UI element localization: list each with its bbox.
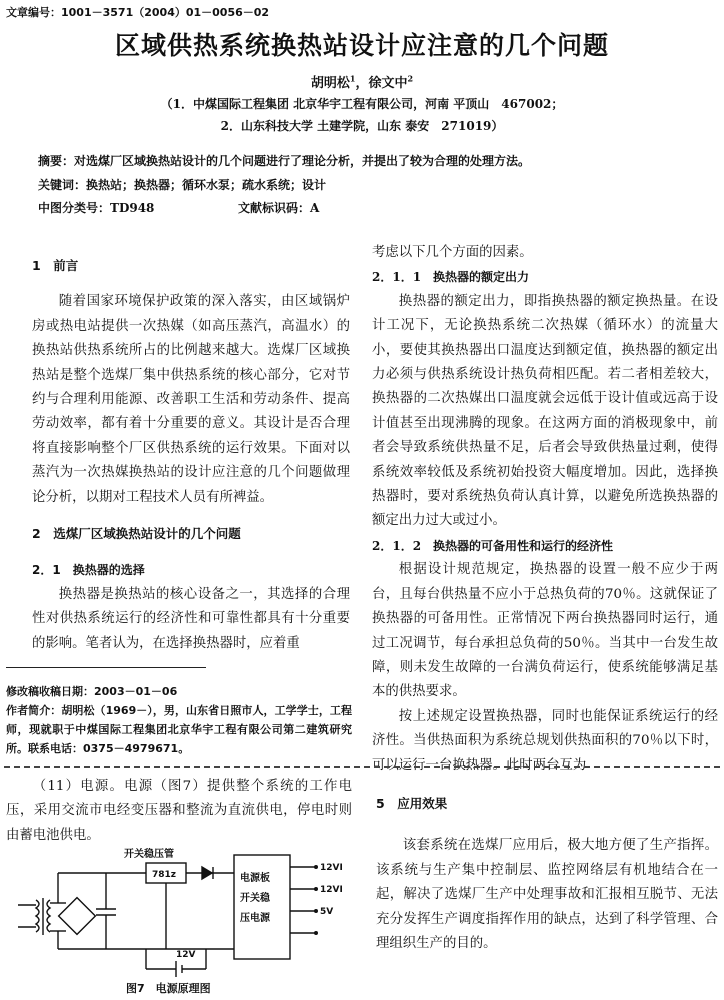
power-board-line-1: 电源板 [240, 873, 270, 884]
affiliation-2: 2．山东科技大学 土建学院，山东 泰安 271019） [220, 119, 504, 133]
footnote-rule [6, 667, 206, 668]
author-2-affil: 2 [407, 73, 414, 84]
section-2-1-1-heading: 2．1．1 换热器的额定出力 [372, 270, 530, 285]
output-12v-2: 12VI [320, 885, 343, 895]
power-circuit-diagram [6, 845, 356, 980]
power-board-box [234, 855, 290, 959]
author-bio: 作者简介：胡明松（1969－），男，山东省日照市人，工学学士，工程师，现就职于中煤国际工程集团北京华宇工程有限公司第二建筑研究所。联系电话：0375－4979671。 [6, 704, 352, 755]
doc-mark [238, 199, 319, 216]
keywords-label: 关键词： [38, 178, 87, 192]
clc-label: 中图分类号： [38, 201, 111, 215]
section-2-1-2-paragraph-2: 按上述规定设置换热器，同时也能保证系统运行的经济性。当供热面积为系统总规划供热面积的70％以下时，可以运行一台换热器。此时两台互为 [372, 708, 718, 773]
transformer-secondary [47, 900, 50, 932]
author-2: 徐文中 [368, 76, 408, 91]
diode [202, 867, 212, 879]
abstract-label: 摘要： [38, 154, 75, 168]
section-1-heading: 1 前言 [32, 258, 79, 273]
footnote [6, 682, 352, 758]
abstract [38, 152, 698, 169]
continued-text: 考虑以下几个方面的因素。 [372, 245, 533, 260]
right-column-upper [372, 241, 718, 778]
author-1: 胡明松 [310, 76, 350, 91]
section-5-heading: 5 应用效果 [376, 796, 448, 811]
section-2-1-2-heading: 2．1．2 换热器的可备用性和运行的经济性 [372, 538, 614, 553]
section-1-paragraph: 随着国家环境保护政策的深入落实，由区域锅炉房或热电站提供一次热媒（如高压蒸汽，高温水）的换热站供热系统所占的比例越来越大。选煤厂区域换热站是整个选煤厂集中供热系统的核心部分，它对节约与合理利用能源、改善职工生活和劳动条件、提高劳动效率，都有着十分重要的意义。其设计是否合理将直接影响整个厂区供热系统的运行效果。下面对以蒸汽为一次热媒换热站的设计应注意的几个问题做理论分析，以期对工程技术人员有所裨益。 [32, 294, 350, 505]
section-2-1-heading: 2．1 换热器的选择 [32, 563, 145, 578]
doc-mark-value: A [310, 201, 320, 215]
received-date: 修改稿收稿日期：2003－01－06 [6, 685, 178, 698]
output-12v-1: 12VI [320, 863, 343, 873]
page-cut-line [4, 766, 720, 768]
output-5v: 5V [320, 907, 334, 917]
battery-label: 12V [176, 950, 196, 960]
keywords [38, 176, 698, 193]
abstract-text: 对选煤厂区域换热站设计的几个问题进行了理论分析，并提出了较为合理的处理方法。 [74, 154, 531, 168]
section-5-paragraph: 该套系统在选煤厂应用后，极大地方便了生产指挥。该系统与生产集中控制层、监控网络层有机地结合在一起，解决了选煤厂生产中处理事故和汇报相互脱节、无法充分发挥生产调度指挥作用的缺点，达到了科学管理、合理组织生产的目的。 [376, 838, 718, 952]
author-1-affil: 1 [349, 73, 356, 84]
author-separator: ， [355, 76, 369, 91]
power-board-line-2: 开关稳 [240, 893, 270, 904]
affiliation-1: （1．中煤国际工程集团 北京华宇工程有限公司，河南 平顶山 467002； [160, 97, 564, 111]
paper-title: 区域供热系统换热站设计应注意的几个问题 [114, 31, 609, 60]
left-column-lower [6, 775, 352, 848]
section-2-1-2-paragraph-1: 根据设计规范规定，换热器的设置一般不应少于两台，且每台供热量不应小于总热负荷的70％。这就保证了换热器的可备用性。正常情况下两台换热器同时运行，通过工况调节，每台承担总负荷的50％。当其中一台发生故障，则未发生故障的一台满负荷运行，使系统能够满足基本的供热要求。 [372, 562, 718, 700]
power-board-line-3: 压电源 [240, 913, 270, 924]
section-2-1-paragraph: 换热器是换热站的核心设备之一，其选择的合理性对供热系统运行的经济性和可靠性都具有十分重要的影响。笔者认为，在选择换热器时，应着重 [32, 586, 350, 651]
doc-mark-label: 文献标识码： [238, 201, 311, 215]
transformer-primary [36, 900, 39, 932]
figure-caption: 图7 电源原理图 [126, 982, 211, 995]
regulator-label: 开关稳压管 [124, 849, 174, 860]
clc-value: TD948 [110, 201, 155, 215]
section-2-1-1-paragraph: 换热器的额定出力，即指换热器的额定换热量。在设计工况下，无论换热系统二次热媒（循环水）的流量大小，要使其换热器出口温度达到额定值，换热器的额定出力必须与供热系统设计热负荷相匹配。若二者相差较大，换热器的二次热媒出口温度就会远低于设计值或远高于设计值甚至出现沸腾的现象。在这两方面的消极现象中，前者会导致系统供热量不足，后者会导致供热量过剩，使得系统效率较低及系统初始投资大幅度增加。因此，选择换热器时，要对系统热负荷认真计算，以避免所选换热器的额定出力过大或过小。 [372, 293, 718, 529]
item-11-paragraph: （11）电源。电源（图7）提供整个系统的工作电压，采用交流市电经变压器和整流为直流供电，停电时则由蓄电池供电。 [6, 779, 352, 843]
article-number: 文章编号：1001－3571（2004）01－0056－02 [6, 6, 270, 19]
classification [38, 199, 698, 216]
author-line [0, 72, 724, 91]
ic-label: 781z [152, 870, 177, 880]
keywords-text: 换热站；换热器；循环水泵；疏水系统；设计 [86, 178, 327, 192]
section-2-heading: 2 选煤厂区域换热站设计的几个问题 [32, 526, 241, 542]
right-column-lower [376, 792, 718, 956]
left-column-upper [32, 242, 350, 656]
